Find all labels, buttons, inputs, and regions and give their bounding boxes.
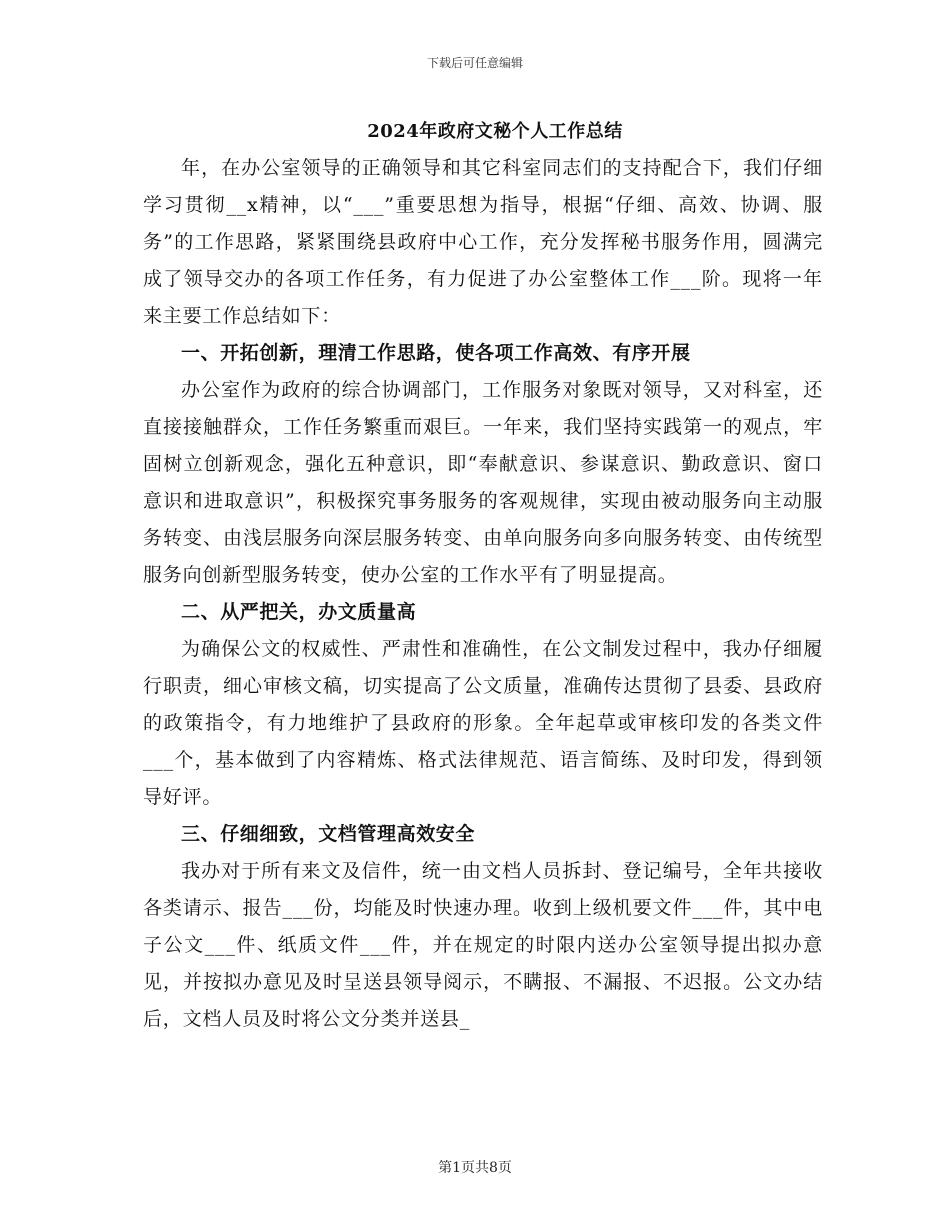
header-note: 下载后可任意编辑 <box>426 56 523 70</box>
section-heading-3: 三、仔细细致，文档管理高效安全 <box>181 823 476 845</box>
paragraph-section-1: 办公室作为政府的综合协调部门，工作服务对象既对领导，又对科室，还直接接触群众，工作任务繁重而艰巨。一年来，我们坚持实践第一的观点，牢固树立创新观念，强化五种意识，即“奉献意识、参谋意识、勤政意识、窗口意识和进取意识”，积极探究事务服务的客观规律，实现由被动服务向主动服务转变、由浅层服务向深层服务转变、由单向服务向多向服务转变、由传统型服务向创新型服务转变，使办公室的工作水平有了明显提高。 <box>143 379 823 586</box>
paragraph-section-2: 为确保公文的权威性、严肃性和准确性，在公文制发过程中，我办仔细履行职责，细心审核文稿，切实提高了公文质量，准确传达贯彻了县委、县政府的政策指令，有力地维护了县政府的形象。全年起草或审核印发的各类文件___个，基本做到了内容精炼、格式法律规范、语言简练、及时印发，得到领导好评。 <box>143 638 823 808</box>
page-number-footer: 第1页共8页 <box>438 1160 512 1176</box>
document-title: 2024年政府文秘个人工作总结 <box>367 121 623 142</box>
section-heading-2: 二、从严把关，办文质量高 <box>181 601 417 623</box>
section-heading-1: 一、开拓创新，理清工作思路，使各项工作高效、有序开展 <box>181 342 691 364</box>
paragraph-section-3: 我办对于所有来文及信件，统一由文档人员拆封、登记编号，全年共接收各类请示、报告___份，均能及时快速办理。收到上级机要文件___件，其中电子公文___件、纸质文件___件，并在规定的时限内送办公室领导提出拟办意见，并按拟办意见及时呈送县领导阅示，不瞒报、不漏报、不迟报。公文办结后，文档人员及时将公文分类并送县_ <box>143 860 823 1030</box>
paragraph-intro: 年，在办公室领导的正确领导和其它科室同志们的支持配合下，我们仔细学习贯彻__x精神，以“___”重要思想为指导，根据“仔细、高效、协调、服务”的工作思路，紧紧围绕县政府中心工作，充分发挥秘书服务作用，圆满完成了领导交办的各项工作任务，有力促进了办公室整体工作___阶。现将一年来主要工作总结如下： <box>143 157 823 327</box>
document-body <box>143 150 823 1038</box>
